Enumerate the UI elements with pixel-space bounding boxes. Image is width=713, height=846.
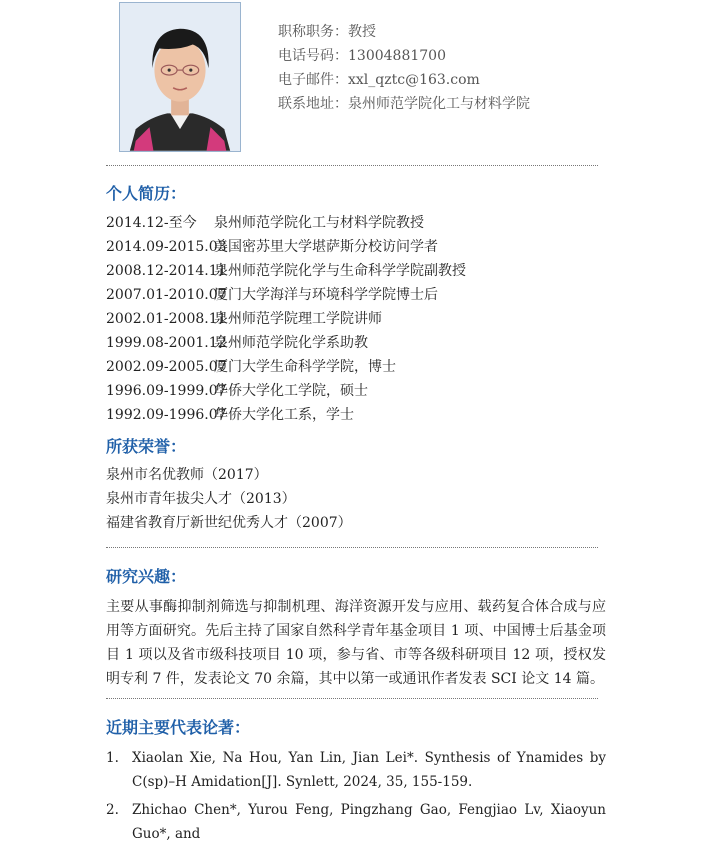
resume-entry bbox=[106, 259, 466, 283]
resume-date: 2002.09-2005.07 bbox=[106, 359, 227, 375]
section-heading-research: 研究兴趣： bbox=[106, 567, 187, 586]
divider bbox=[106, 698, 598, 699]
resume-date: 2007.01-2010.07 bbox=[106, 287, 227, 303]
honor-item: 泉州市名优教师（2017） bbox=[106, 467, 268, 483]
publication-number: 1. bbox=[106, 750, 119, 766]
section-heading-publications: 近期主要代表论著： bbox=[106, 718, 251, 737]
resume-date: 1996.09-1999.07 bbox=[106, 383, 227, 399]
resume-text: 泉州师范学院理工学院讲师 bbox=[214, 311, 382, 327]
resume-text: 厦门大学生命科学学院，博士 bbox=[214, 359, 396, 375]
honors-list bbox=[106, 463, 352, 535]
resume-text: 泉州师范学院化工与材料学院教授 bbox=[214, 215, 424, 231]
resume-text: 泉州师范学院化学与生命科学学院副教授 bbox=[214, 263, 466, 279]
resume-date: 2008.12-2014.11 bbox=[106, 263, 227, 279]
resume-entry bbox=[106, 211, 466, 235]
honor-item: 泉州市青年拔尖人才（2013） bbox=[106, 491, 296, 507]
section-heading-resume: 个人简历： bbox=[106, 184, 187, 203]
divider bbox=[106, 547, 598, 548]
resume-entry bbox=[106, 403, 466, 427]
publication-item bbox=[106, 798, 606, 846]
publication-number: 2. bbox=[106, 802, 119, 818]
resume-date: 2014.12-至今 bbox=[106, 215, 197, 231]
resume-entry bbox=[106, 235, 466, 259]
publication-text: Xiaolan Xie, Na Hou, Yan Lin, Jian Lei*. Synthesis of Ynamides by C(sp)–H Amidation[J]. Synlett, 2024, 35, 155-159. bbox=[132, 750, 606, 790]
resume-entry bbox=[106, 331, 466, 355]
title-line: 职称职务：教授 bbox=[278, 24, 376, 40]
email-line: 电子邮件：xxl_qztc@163.com bbox=[278, 72, 480, 88]
address-line: 联系地址：泉州师范学院化工与材料学院 bbox=[278, 96, 530, 112]
resume-list bbox=[106, 211, 466, 427]
section-heading-honors: 所获荣誉： bbox=[106, 437, 187, 456]
research-paragraph: 主要从事酶抑制剂筛选与抑制机理、海洋资源开发与应用、载药复合体合成与应用等方面研究。先后主持了国家自然科学青年基金项目 1 项、中国博士后基金项目 1 项以及省市级科技项目 10 项，参与省、市等各级科研项目 12 项，授权发明专利 7 件，发表论文 70 余篇，其中以第一或通讯作者发表 SCI 论文 14 篇。 bbox=[106, 599, 606, 687]
resume-date: 2014.09-2015.03 bbox=[106, 239, 227, 255]
publication-list bbox=[106, 746, 606, 846]
resume-entry bbox=[106, 355, 466, 379]
resume-entry bbox=[106, 283, 466, 307]
publication-item bbox=[106, 746, 606, 794]
resume-text: 厦门大学海洋与环境科学学院博士后 bbox=[214, 287, 438, 303]
divider bbox=[106, 165, 598, 166]
phone-line: 电话号码：13004881700 bbox=[278, 48, 446, 64]
resume-date: 1992.09-1996.07 bbox=[106, 407, 227, 423]
resume-text: 美国密苏里大学堪萨斯分校访问学者 bbox=[214, 239, 438, 255]
profile-photo bbox=[119, 2, 241, 152]
resume-date: 2002.01-2008.11 bbox=[106, 311, 227, 327]
contact-info bbox=[278, 20, 530, 116]
resume-entry bbox=[106, 379, 466, 403]
resume-entry bbox=[106, 307, 466, 331]
resume-text: 华侨大学化工系，学士 bbox=[214, 407, 354, 423]
resume-text: 华侨大学化工学院，硕士 bbox=[214, 383, 368, 399]
resume-text: 泉州师范学院化学系助教 bbox=[214, 335, 368, 351]
resume-date: 1999.08-2001.12 bbox=[106, 335, 227, 351]
honor-item: 福建省教育厅新世纪优秀人才（2007） bbox=[106, 515, 352, 531]
publication-text: Zhichao Chen*, Yurou Feng, Pingzhang Gao, Fengjiao Lv, Xiaoyun Guo*, and bbox=[132, 802, 606, 842]
